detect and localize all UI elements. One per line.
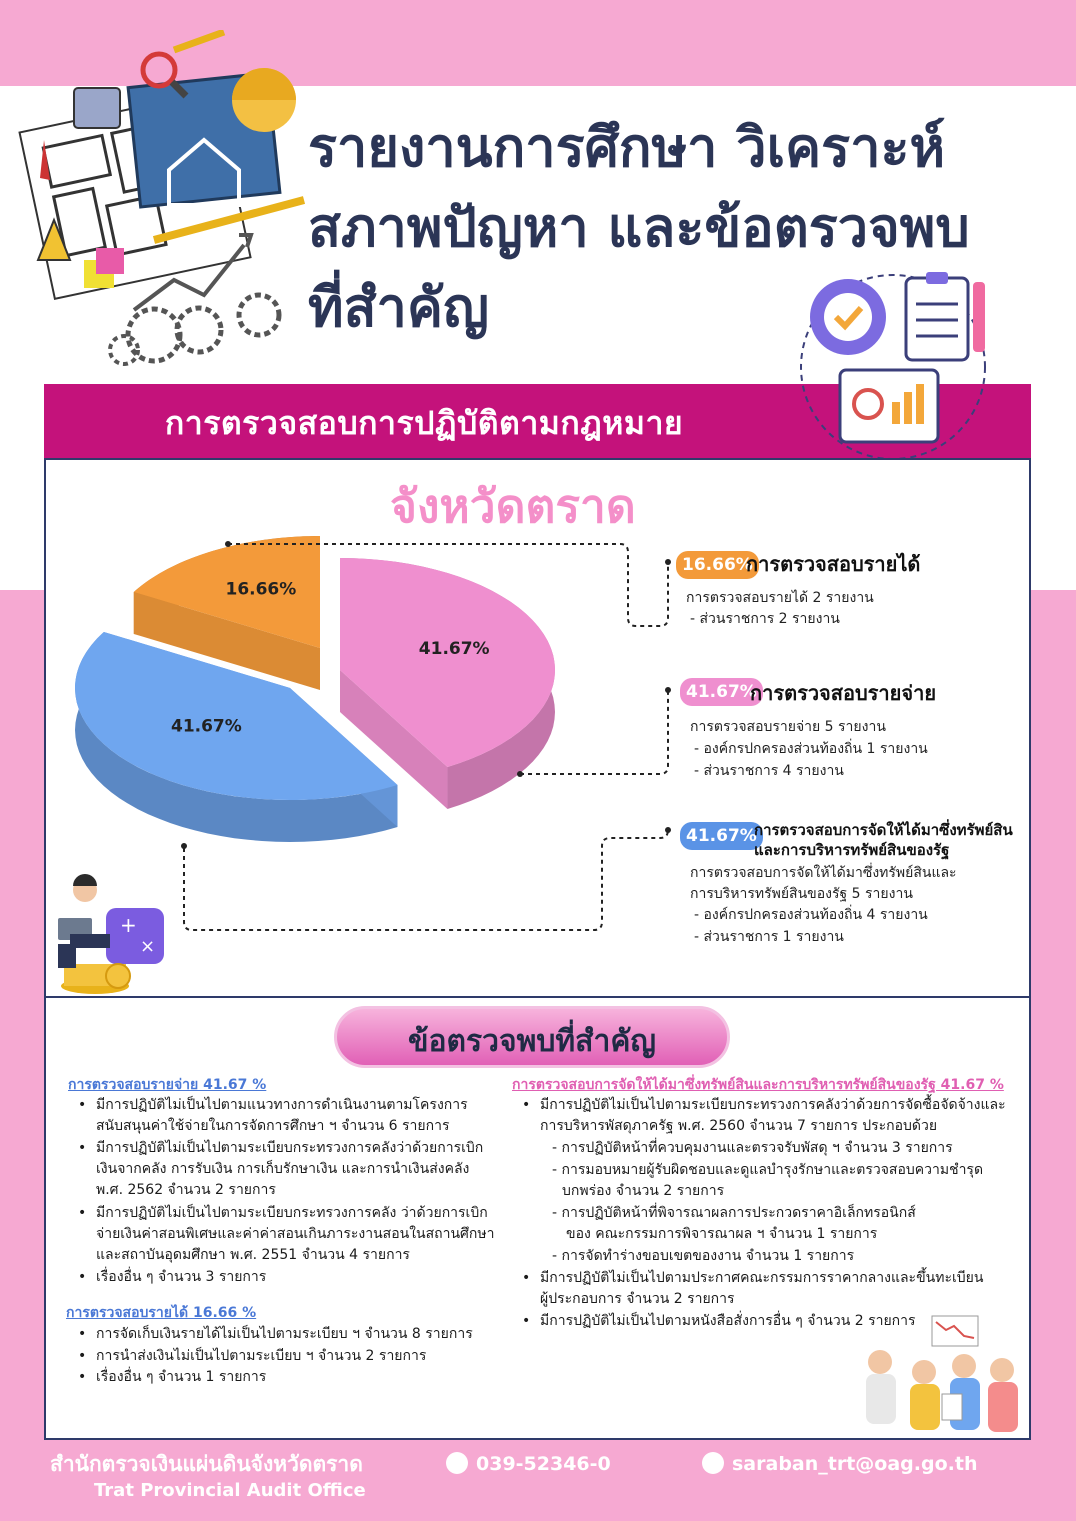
title-line-2: สภาพปัญหา และข้อตรวจพบ (308, 196, 970, 259)
pie-data-label: 16.66% (225, 579, 297, 600)
title-line-3: ที่สำคัญ (308, 276, 490, 339)
finding-item-cont: และสถาบันอุดมศึกษา พ.ศ. 2551 จำนวน 4 รายการ (96, 1247, 410, 1263)
pie-data-label: 41.67% (170, 716, 242, 737)
finding-item: • การจัดเก็บเงินรายได้ไม่เป็นไปตามระเบียบ ฯ จำนวน 8 รายการ (96, 1324, 473, 1344)
findings-title: ข้อตรวจพบที่สำคัญ (408, 1024, 656, 1059)
finding-item: • เรื่องอื่น ๆ จำนวน 1 รายการ (96, 1367, 266, 1387)
category-line: การตรวจสอบรายจ่าย 5 รายงาน (690, 719, 886, 735)
pie-chart (50, 520, 570, 850)
finding-subitem: - การปฏิบัติหน้าที่พิจารณาผลการประกวดราคาอิเล็กทรอนิกส์ (552, 1205, 916, 1221)
finding-item: • มีการปฏิบัติไม่เป็นไปตามแนวทางการดำเนินงานตามโครงการ (96, 1095, 468, 1115)
badge-assets: 41.67% (680, 822, 763, 850)
footer-email[interactable] (702, 1452, 977, 1475)
finding-item-cont: เงินจากคลัง การรับเงิน การเก็บรักษาเงิน และการนำเงินส่งคลัง (96, 1161, 470, 1177)
finding-item: • การนำส่งเงินไม่เป็นไปตามระเบียบ ฯ จำนวน 2 รายการ (96, 1346, 426, 1366)
phone-number: 039-52346-0 (476, 1453, 611, 1475)
worried-team-illustration (846, 1310, 1028, 1438)
expense-findings-heading: การตรวจสอบรายจ่าย 41.67 % (68, 1077, 267, 1093)
finding-item-cont: ผู้ประกอบการ จำนวน 2 รายการ (540, 1291, 735, 1307)
category-line: - ส่วนราชการ 2 รายงาน (690, 611, 840, 627)
badge-expense: 41.67% (680, 678, 763, 706)
finding-subitem: - การจัดทำร่างขอบเขตของงาน จำนวน 1 รายการ (552, 1248, 855, 1264)
category-line: - ส่วนราชการ 1 รายงาน (694, 929, 844, 945)
phone-icon (446, 1452, 468, 1474)
finding-item: • มีการปฏิบัติไม่เป็นไปตามประกาศคณะกรรมการราคากลางและขึ้นทะเบียน (540, 1268, 983, 1288)
finding-item: • เรื่องอื่น ๆ จำนวน 3 รายการ (96, 1267, 266, 1287)
finding-subitem-cont: ของ คณะกรรมการพิจารณาผล ฯ จำนวน 1 รายการ (566, 1226, 878, 1242)
email-address: saraban_trt@oag.go.th (732, 1453, 978, 1475)
finding-item: • มีการปฏิบัติไม่เป็นไปตามระเบียบกระทรวงการคลังว่าด้วยการจัดซื้อจัดจ้างและ (540, 1095, 1006, 1115)
badge-revenue: 16.66% (676, 551, 759, 579)
category-title-revenue: การตรวจสอบรายได้ (746, 552, 921, 576)
finding-item-cont: สนับสนุนค่าใช้จ่ายในการจัดการศึกษา ฯ จำนวน 6 รายการ (96, 1118, 450, 1134)
revenue-findings-heading: การตรวจสอบรายได้ 16.66 % (66, 1305, 257, 1321)
title-line-1: รายงานการศึกษา วิเคราะห์ (308, 116, 946, 179)
category-line: - องค์กรปกครองส่วนท้องถิ่น 1 รายงาน (694, 741, 928, 757)
category-title-assets-1: การตรวจสอบการจัดให้ได้มาซึ่งทรัพย์สิน (754, 821, 1013, 839)
province-title: จังหวัดตราด (390, 479, 636, 533)
section-title: การตรวจสอบการปฏิบัติตามกฎหมาย (164, 404, 684, 442)
checklist-gear-icon (788, 262, 998, 462)
finding-item: • มีการปฏิบัติไม่เป็นไปตามหนังสือสั่งการอื่น ๆ จำนวน 2 รายการ (540, 1311, 916, 1331)
pie-data-label: 41.67% (418, 639, 490, 660)
person-laptop-illustration (50, 870, 170, 996)
finding-item-cont: จ่ายเงินค่าสอนพิเศษและค่าค่าสอนเกินภาระงานสอนในสถานศึกษา (96, 1226, 495, 1242)
architecture-tools-illustration (14, 30, 314, 370)
finding-item: • มีการปฏิบัติไม่เป็นไปตามระเบียบกระทรวงการคลังว่าด้วยการเบิก (96, 1138, 483, 1158)
finding-subitem: - การปฏิบัติหน้าที่ควบคุมงานและตรวจรับพัสดุ ฯ จำนวน 3 รายการ (552, 1140, 953, 1156)
assets-findings-heading: การตรวจสอบการจัดให้ได้มาซึ่งทรัพย์สินและการบริหารทรัพย์สินของรัฐ 41.67 % (512, 1077, 1004, 1093)
category-line: การตรวจสอบรายได้ 2 รายงาน (686, 590, 874, 606)
svg-text:+: + (120, 913, 137, 937)
category-title-assets-2: และการบริหารทรัพย์สินของรัฐ (754, 841, 950, 859)
category-line: - องค์กรปกครองส่วนท้องถิ่น 4 รายงาน (694, 907, 928, 923)
footer-phone[interactable] (446, 1452, 611, 1475)
svg-text:×: × (140, 936, 156, 957)
finding-subitem-cont: บกพร่อง จำนวน 2 รายการ (562, 1183, 725, 1199)
finding-item: • มีการปฏิบัติไม่เป็นไปตามระเบียบกระทรวงการคลัง ว่าด้วยการเบิก (96, 1203, 488, 1223)
finding-item-cont: การบริหารพัสดุภาครัฐ พ.ศ. 2560 จำนวน 7 รายการ ประกอบด้วย (540, 1118, 938, 1134)
category-line: การตรวจสอบการจัดให้ได้มาซึ่งทรัพย์สินและ (690, 865, 957, 881)
footer-office-english: Trat Provincial Audit Office (94, 1480, 366, 1501)
category-line: การบริหารทรัพย์สินของรัฐ 5 รายงาน (690, 886, 913, 902)
category-line: - ส่วนราชการ 4 รายงาน (694, 763, 844, 779)
category-title-expense: การตรวจสอบรายจ่าย (750, 681, 937, 705)
finding-subitem: - การมอบหมายผู้รับผิดชอบและดูแลบำรุงรักษาและตรวจสอบความชำรุด (552, 1162, 984, 1178)
footer-office-thai: สำนักตรวจเงินแผ่นดินจังหวัดตราด (50, 1452, 363, 1476)
finding-item-cont: พ.ศ. 2562 จำนวน 2 รายการ (96, 1182, 276, 1198)
email-icon (702, 1452, 724, 1474)
